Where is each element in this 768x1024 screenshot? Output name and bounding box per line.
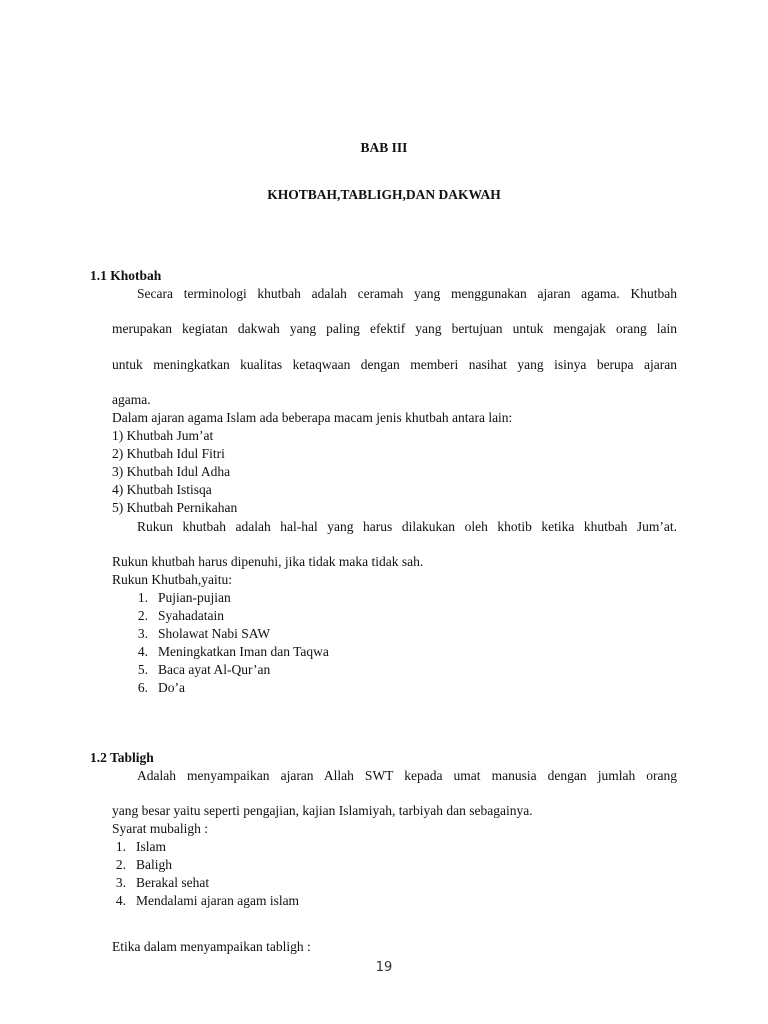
list-item: Meningkatkan Iman dan Taqwa (158, 644, 329, 659)
list-item: 1) Khutbah Jum’at (112, 428, 214, 443)
list-number: 4. (137, 644, 148, 659)
list-number: 3. (137, 626, 148, 641)
rukun-intro: Rukun Khutbah,yaitu: (112, 572, 232, 587)
list-item: Berakal sehat (136, 875, 210, 890)
paragraph-line: Adalah menyampaikan ajaran Allah SWT kepada umat manusia dengan jumlah orang (137, 768, 677, 783)
paragraph-line: Secara terminologi khutbah adalah ceramah yang menggunakan ajaran agama. Khutbah (137, 286, 677, 301)
chapter-title: KHOTBAH,TABLIGH,DAN DAKWAH (267, 187, 501, 202)
syarat-intro: Syarat mubaligh : (112, 821, 208, 836)
etika-intro: Etika dalam menyampaikan tabligh : (112, 939, 311, 954)
paragraph-line: merupakan kegiatan dakwah yang paling efektif yang bertujuan untuk mengajak orang lain (112, 321, 677, 336)
list-item: Sholawat Nabi SAW (158, 626, 271, 641)
list-item: 5) Khutbah Pernikahan (112, 500, 238, 515)
list-number: 2. (137, 608, 148, 623)
paragraph-line: agama. (112, 392, 151, 407)
list-number: 1. (115, 839, 126, 854)
section-heading-khotbah: 1.1 Khotbah (90, 268, 162, 283)
list-item: Baligh (136, 857, 172, 872)
rukun-must: Rukun khutbah harus dipenuhi, jika tidak maka tidak sah. (112, 554, 424, 569)
list-item: Syahadatain (158, 608, 224, 623)
section-heading-tabligh: 1.2 Tabligh (90, 750, 154, 765)
list-item: 2) Khutbah Idul Fitri (112, 446, 225, 461)
list-item: Islam (136, 839, 166, 854)
types-intro: Dalam ajaran agama Islam ada beberapa macam jenis khutbah antara lain: (112, 410, 513, 425)
list-number: 4. (115, 893, 126, 908)
chapter-label: BAB III (360, 140, 408, 155)
list-number: 2. (115, 857, 126, 872)
list-item: Mendalami ajaran agam islam (136, 893, 300, 908)
list-number: 1. (137, 590, 148, 605)
paragraph-line: untuk meningkatkan kualitas ketaqwaan dengan memberi nasihat yang isinya berupa ajaran (112, 357, 677, 372)
rukun-definition: Rukun khutbah adalah hal-hal yang harus dilakukan oleh khotib ketika khutbah Jum’at. (137, 519, 677, 534)
list-item: Do’a (158, 680, 185, 695)
list-item: Pujian-pujian (158, 590, 231, 605)
list-number: 3. (115, 875, 126, 890)
list-item: 4) Khutbah Istisqa (112, 482, 212, 497)
list-number: 5. (137, 662, 148, 677)
paragraph-line: yang besar yaitu seperti pengajian, kajian Islamiyah, tarbiyah dan sebagainya. (112, 803, 533, 818)
list-item: 3) Khutbah Idul Adha (112, 464, 231, 479)
page-number: 19 (375, 960, 393, 975)
list-item: Baca ayat Al-Qur’an (158, 662, 271, 677)
list-number: 6. (137, 680, 148, 695)
